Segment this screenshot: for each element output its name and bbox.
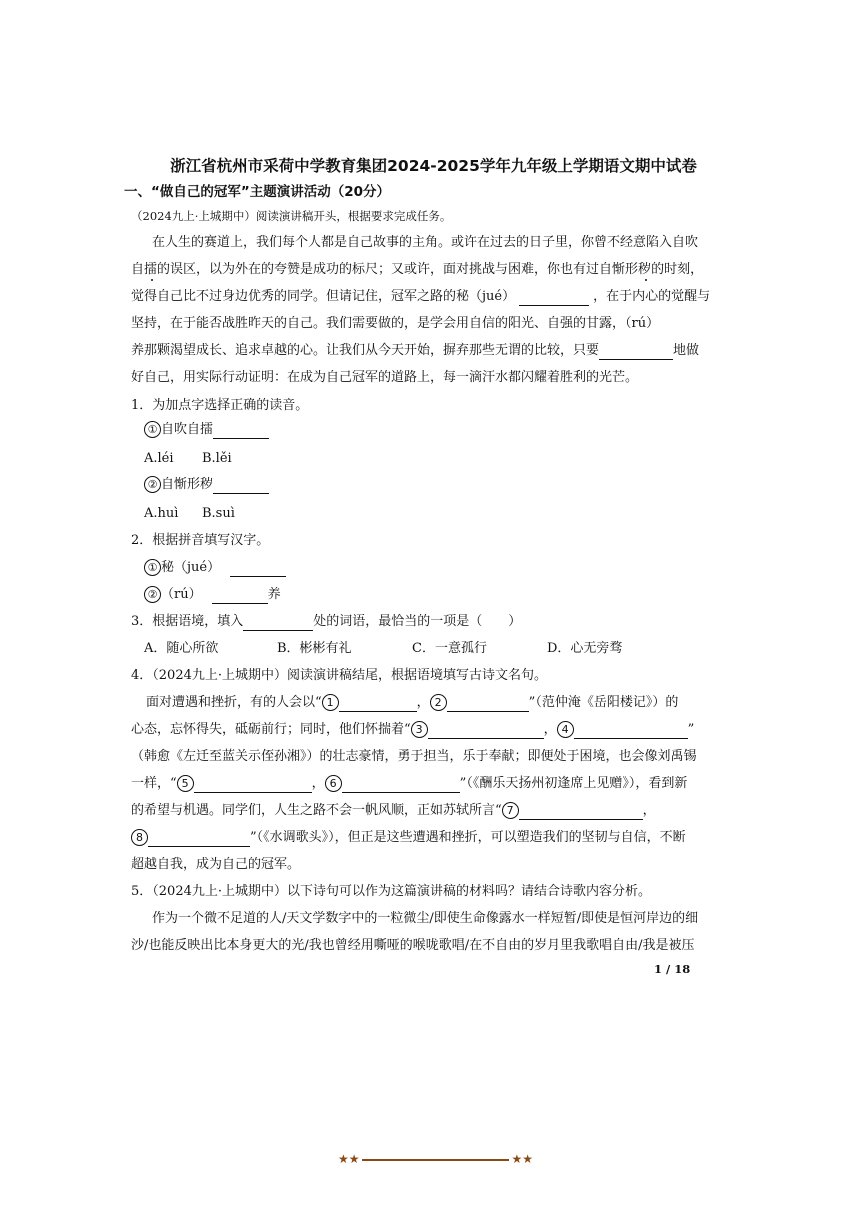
dotted-char: 擂 — [144, 262, 158, 277]
circle-number: 2 — [430, 694, 447, 711]
answer-blank[interactable] — [230, 562, 286, 577]
dotted-char: 秽 — [638, 262, 652, 277]
circle-number: 8 — [131, 829, 148, 846]
q1-sub1-option-a[interactable]: A.léi — [144, 451, 174, 466]
q4-line-2: 心态，忘怀得失，砥砺前行；同时，他们怀揣着“ 3 ， 4 ” — [131, 722, 695, 737]
answer-blank[interactable] — [212, 589, 268, 604]
circle-number: ① — [144, 421, 161, 438]
star-icon: ★★ — [338, 1152, 360, 1166]
q3-stem: 3．根据语境，填入 处的词语，最恰当的一项是（ ） — [131, 614, 522, 629]
blank-idiom[interactable] — [599, 345, 673, 360]
circle-number: ① — [144, 559, 161, 576]
page-number: 1 / 18 — [654, 962, 691, 976]
q5-poem-line-1: 作为一个微不足道的人/天文学数字中的一粒微尘/即使生命像露水一样短暂/即使是恒河岸边的细 — [152, 911, 699, 926]
q4-line-1: 面对遭遇和挫折，有的人会以“ 1 ， 2 ”（范仲淹《岳阳楼记》）的 — [146, 695, 679, 710]
q1-sub2-option-b[interactable]: B.suì — [202, 506, 235, 521]
blank-jue[interactable] — [519, 291, 589, 306]
passage-line-6: 好自己，用实际行动证明：在成为自己冠军的道路上，每一滴汗水都闪耀着胜利的光芒。 — [131, 370, 639, 385]
circle-number: 7 — [502, 802, 519, 819]
section-intro: （2024九上·上城期中）阅读演讲稿开头，根据要求完成任务。 — [131, 209, 452, 223]
q1-sub2-option-a[interactable]: A.huì — [144, 506, 179, 521]
document-title: 浙江省杭州市采荷中学教育集团2024-2025学年九年级上学期语文期中试卷 — [170, 157, 697, 175]
q4-line-7: 超越自我，成为自己的冠军。 — [131, 857, 301, 872]
poem-blank[interactable] — [519, 805, 643, 820]
passage-line-2: 自擂的误区，以为外在的夸赞是成功的标尺；又或许，面对挑战与困难，你也有过自惭形秽的时刻， — [131, 262, 704, 277]
answer-blank[interactable] — [213, 479, 269, 494]
circle-number: 5 — [177, 775, 194, 792]
circle-number: ② — [144, 586, 161, 603]
passage-line-3: 觉得自己比不过身边优秀的同学。但请记住，冠军之路的秘（jué） ，在于内心的觉醒与 — [131, 289, 711, 304]
q5-stem: 5．（2024九上·上城期中）以下诗句可以作为这篇演讲稿的材料吗？请结合诗歌内容分析。 — [131, 884, 651, 899]
q3-option-c[interactable]: C．一意孤行 — [412, 641, 487, 656]
q1-sub1: ① 自吹自擂 — [144, 421, 269, 439]
q2-stem: 2．根据拼音填写汉字。 — [131, 533, 270, 548]
passage-line-4: 坚持，在于能否战胜昨天的自己。我们需要做的，是学会用自信的阳光、自强的甘露，（rú） — [131, 316, 660, 331]
q1-sub1-option-b[interactable]: B.lěi — [202, 451, 232, 466]
q3-option-a[interactable]: A．随心所欲 — [144, 641, 219, 656]
poem-blank[interactable] — [428, 724, 544, 739]
star-icon: ★★ — [511, 1152, 533, 1166]
poem-blank[interactable] — [148, 832, 250, 847]
passage-line-1: 在人生的赛道上，我们每个人都是自己故事的主角。或许在过去的日子里，你曾不经意陷入自吹 — [152, 235, 699, 250]
poem-blank[interactable] — [447, 697, 529, 712]
q1-stem: 1．为加点字选择正确的读音。 — [131, 398, 309, 413]
poem-blank[interactable] — [194, 778, 312, 793]
q1-sub2: ② 自惭形秽 — [144, 476, 269, 494]
poem-blank[interactable] — [339, 697, 417, 712]
circle-number: 6 — [325, 775, 342, 792]
q5-poem-line-2: 沙/也能反映出比本身更大的光/我也曾经用嘶哑的喉咙歌唱/在不自由的岁月里我歌唱自由/我是被压 — [131, 938, 695, 953]
circle-number: 1 — [322, 694, 339, 711]
footer-ornament — [338, 1151, 533, 1167]
q2-sub1: ① 秘（jué） — [144, 559, 286, 577]
circle-number: ② — [144, 476, 161, 493]
poem-blank[interactable] — [574, 724, 688, 739]
q4-line-4: 一样，“ 5 ， 6 ”（《酬乐天扬州初逢席上见赠》），看到新 — [131, 776, 688, 791]
poem-blank[interactable] — [342, 778, 460, 793]
circle-number: 4 — [557, 721, 574, 738]
q4-line-6: 8 ”（《水调歌头》），但正是这些遭遇和挫折，可以塑造我们的坚韧与自信，不断 — [131, 829, 686, 847]
q4-line-3: （韩愈《左迁至蓝关示侄孙湘》）的壮志豪情，勇于担当，乐于奉献；即便处于困境，也会像刘禹锡 — [131, 749, 697, 764]
q4-stem: 4．（2024九上·上城期中）阅读演讲稿结尾，根据语境填写古诗文名句。 — [131, 668, 547, 683]
q3-option-b[interactable]: B．彬彬有礼 — [277, 641, 352, 656]
answer-blank — [243, 616, 313, 631]
answer-blank[interactable] — [213, 424, 269, 439]
section-heading: 一、“做自己的冠军”主题演讲活动（20分） — [124, 184, 391, 200]
q3-option-d[interactable]: D．心无旁骛 — [547, 641, 623, 656]
q4-line-5: 的希望与机遇。同学们，人生之路不会一帆风顺，正如苏轼所言“ 7 ， — [131, 803, 656, 818]
passage-line-5: 养那颗渴望成长、追求卓越的心。让我们从今天开始，摒弃那些无谓的比较，只要 地做 — [131, 343, 700, 358]
footer-rule — [362, 1159, 509, 1161]
circle-number: 3 — [411, 721, 428, 738]
q2-sub2: ② （rú） 养 — [144, 586, 281, 604]
